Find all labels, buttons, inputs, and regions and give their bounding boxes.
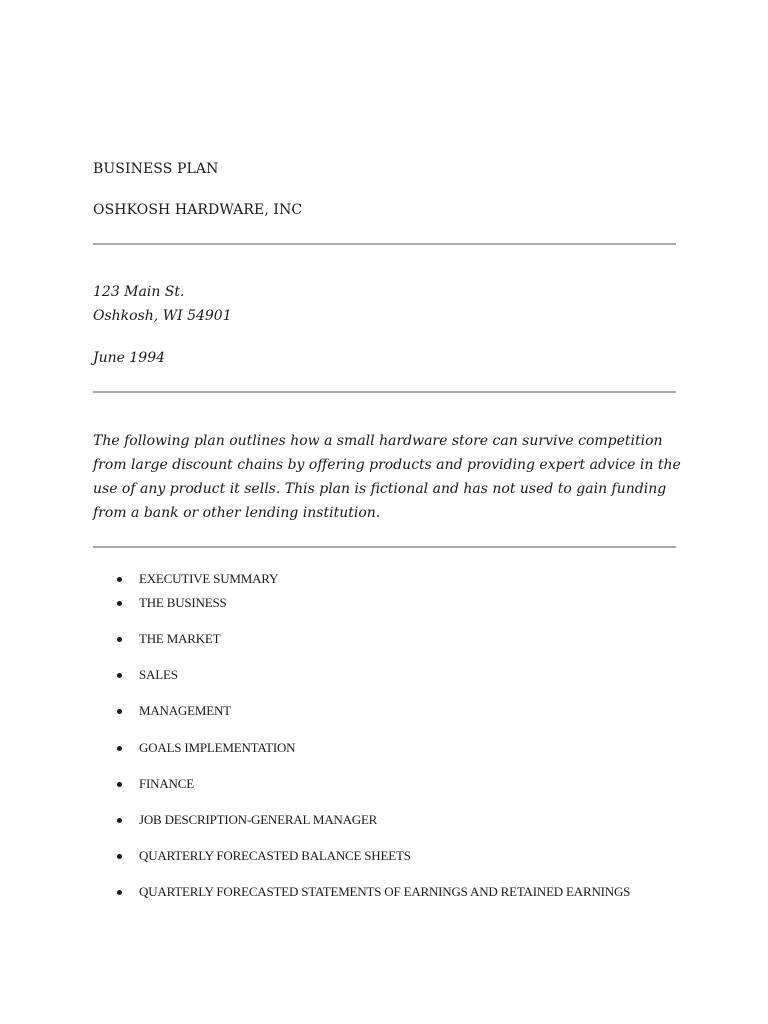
toc-item-label: QUARTERLY FORECASTED BALANCE SHEETS [139,848,411,863]
toc-item-label: THE MARKET [139,631,221,646]
toc-item-label: THE BUSINESS [139,595,227,610]
bullet-icon [117,818,122,823]
toc-item-label: MANAGEMENT [139,703,231,718]
address-street: 123 Main St. [93,284,185,300]
address-city-state-zip: Oshkosh, WI 54901 [93,308,232,324]
toc-item-label: JOB DESCRIPTION-GENERAL MANAGER [139,812,378,827]
intro-line: from a bank or other lending institution. [93,505,381,521]
intro-line: from large discount chains by offering products and providing expert advice in the [93,457,681,473]
intro-line: use of any product it sells. This plan is fictional and has not used to gain funding [93,481,667,497]
toc-item-label: FINANCE [139,776,194,791]
bullet-icon [117,673,122,678]
document-date: June 1994 [93,350,166,366]
toc-item-label: GOALS IMPLEMENTATION [139,740,296,755]
toc-item-label: SALES [139,667,178,682]
toc-item-label: QUARTERLY FORECASTED STATEMENTS OF EARNINGS AND RETAINED EARNINGS [139,884,631,899]
bullet-icon [117,709,122,714]
bullet-icon [117,854,122,859]
toc-item-label: EXECUTIVE SUMMARY [139,571,279,586]
bullet-icon [117,601,122,606]
bullet-icon [117,890,122,895]
company-name: OSHKOSH HARDWARE, INC [93,202,303,218]
bullet-icon [117,782,122,787]
bullet-icon [117,637,122,642]
document-title: BUSINESS PLAN [93,161,219,177]
intro-line: The following plan outlines how a small hardware store can survive competition [93,433,663,449]
bullet-icon [117,746,122,751]
bullet-icon [117,577,122,582]
